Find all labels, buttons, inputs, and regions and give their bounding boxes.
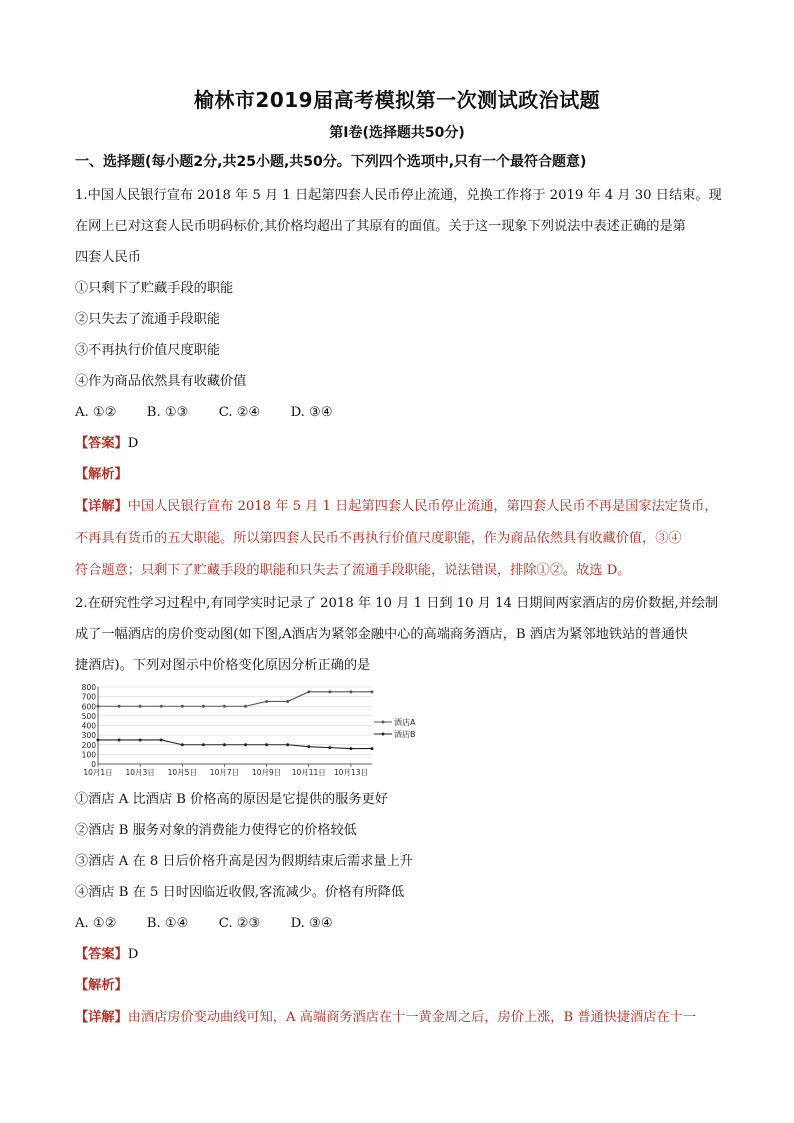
q1-answer-label: 【答案】 [75, 436, 128, 451]
chart-y-tick-label: 0 [91, 760, 96, 769]
q1-statement: ③不再执行价值尺度职能 [75, 343, 221, 358]
chart-y-tick-label: 200 [81, 740, 96, 750]
chart-point-a [97, 705, 100, 708]
chart-point-b [307, 745, 310, 748]
chart-legend-label: 酒店B [394, 730, 416, 739]
q2-statement: ①酒店 A 比酒店 B 价格高的原因是它提供的服务更好 [75, 792, 388, 807]
chart-point-a [328, 690, 331, 693]
chart-point-b [349, 747, 352, 750]
chart-series [97, 690, 374, 750]
q2-option-c: C. ②③ [218, 916, 261, 931]
chart-point-b [97, 738, 100, 741]
q2-option-d: D. ③④ [290, 916, 333, 931]
chart-point-a [286, 700, 289, 703]
chart-x-tick-label: 10月9日 [251, 768, 282, 777]
q1-option-b: B. ①③ [146, 405, 189, 420]
q1-options [75, 403, 735, 423]
q1-detail-label: 【详解】 [75, 499, 128, 514]
chart-axes [82, 684, 372, 777]
chart-point-a [202, 705, 205, 708]
page-subtitle: 第Ⅰ卷(选择题共50分) [329, 125, 465, 141]
q2-stem-line: 成了一幅酒店的房价变动图(如下图,A酒店为紧邻金融中心的高端商务酒店，B 酒店为紧邻地铁站的普通快 [75, 627, 688, 642]
chart-point-a [371, 690, 374, 693]
q2-detail-text: 由酒店房价变动曲线可知，A 高端商务酒店在十一黄金周之后，房价上涨，B 普通快捷酒店在十一 [127, 1010, 697, 1025]
chart-y-tick-label: 300 [81, 731, 96, 741]
chart-point-a [139, 705, 142, 708]
chart-legend-label: 酒店A [394, 718, 416, 727]
chart-point-b [328, 746, 331, 749]
q2-analysis [75, 976, 735, 996]
chart-x-tick-label: 10月3日 [125, 768, 155, 777]
chart-point-b [223, 743, 226, 746]
q1-statement: ①只剩下了贮藏手段的职能 [75, 281, 234, 296]
q2-stem-line: 捷酒店)。下列对图示中价格变化原因分析正确的是 [75, 658, 371, 673]
chart-point-a [349, 690, 352, 693]
q1-answer-value: D [127, 436, 139, 451]
chart-series-line-a [98, 692, 372, 706]
q1-statement: ②只失去了流通手段职能 [75, 312, 221, 327]
q1-option-d: D. ③④ [290, 405, 333, 420]
q2-detail-label: 【详解】 [75, 1010, 128, 1025]
chart-legend-marker [382, 721, 385, 724]
q2-answer-value: D [127, 947, 139, 962]
chart-point-a [181, 705, 184, 708]
chart-point-b [286, 743, 289, 746]
q1-detail-line: 不再具有货币的五大职能。所以第四套人民币不再执行价值尺度职能，作为商品依然具有收藏价值，③④ [75, 531, 682, 546]
q1-option-c: C. ②④ [218, 405, 261, 420]
section-heading: 一、选择题(每小题2分,共25小题,共50分。下列四个选项中,只有一个最符合题意) [75, 154, 587, 170]
chart-y-tick-label: 800 [81, 684, 96, 692]
chart-point-b [118, 738, 121, 741]
chart-point-b [202, 743, 205, 746]
chart-point-a [265, 700, 268, 703]
q1-stem-line: 在网上已对这套人民币明码标价,其价格均超出了其原有的面值。关于这一现象下列说法中表述正确的是第 [75, 219, 686, 234]
chart-x-tick-label: 10月13日 [333, 768, 368, 777]
chart-point-a [160, 705, 163, 708]
chart-x-tick-label: 10月11日 [291, 768, 326, 777]
q1-analysis-label: 【解析】 [75, 467, 128, 482]
chart-x-tick-label: 10月5日 [167, 768, 197, 777]
q2-statement: ②酒店 B 服务对象的消费能力使得它的价格较低 [75, 823, 357, 838]
q2-options [75, 914, 735, 934]
q1-statement: ④作为商品依然具有收藏价值 [75, 374, 247, 389]
q2-answer [75, 945, 735, 965]
chart-point-b [139, 738, 142, 741]
q2-statement: ③酒店 A 在 8 日后价格升高是因为假期结束后需求量上升 [75, 854, 413, 869]
q2-stem-line: 2.在研究性学习过程中,有同学实时记录了 2018 年 10 月 1 日到 10 月 14 日期间两家酒店的房价数据,并绘制 [75, 596, 719, 611]
q2-statement: ④酒店 B 在 5 日时因临近收假,客流减少。价格有所降低 [75, 885, 405, 900]
chart-point-b [371, 747, 374, 750]
q1-answer [75, 434, 735, 454]
chart-point-a [244, 705, 247, 708]
q1-option-a: A. ①② [75, 405, 117, 420]
chart-y-tick-label: 700 [81, 692, 96, 702]
chart-point-b [265, 743, 268, 746]
q2-answer-label: 【答案】 [75, 947, 128, 962]
q1-detail-line: 符合题意；只剩下了贮藏手段的职能和只失去了流通手段职能，说法错误，排除①②。故选 D。 [75, 563, 631, 578]
page-title: 榆林市2019届高考模拟第一次测试政治试题 [193, 88, 601, 112]
q1-detail-line [75, 497, 735, 517]
q1-stem-line: 四套人民币 [75, 250, 141, 265]
chart-point-b [160, 738, 163, 741]
chart-point-a [307, 690, 310, 693]
q1-stem-line: 1.中国人民银行宣布 2018 年 5 月 1 日起第四套人民币停止流通，兑换工作将于 2019 年 4 月 30 日结束。现 [75, 188, 722, 203]
q2-detail-line [75, 1008, 735, 1028]
chart-legend-marker [382, 733, 385, 736]
chart-point-a [118, 705, 121, 708]
chart-y-tick-label: 400 [81, 721, 96, 731]
chart-legend [374, 717, 416, 739]
q1-detail-text: 中国人民银行宣布 2018 年 5 月 1 日起第四套人民币停止流通，第四套人民币不再是国家法定货币， [127, 499, 718, 514]
chart-point-a [223, 705, 226, 708]
chart-x-tick-label: 10月7日 [209, 768, 240, 777]
chart-point-b [244, 743, 247, 746]
q2-option-a: A. ①② [75, 916, 117, 931]
q2-analysis-label: 【解析】 [75, 978, 128, 993]
hotel-price-chart [74, 684, 426, 778]
q1-analysis [75, 465, 735, 485]
q2-option-b: B. ①④ [146, 916, 189, 931]
chart-point-b [181, 743, 184, 746]
chart-x-tick-label: 10月1日 [83, 768, 113, 777]
chart-y-tick-label: 100 [81, 750, 96, 760]
chart-y-tick-label: 500 [81, 711, 96, 721]
chart-y-tick-label: 600 [81, 702, 96, 712]
